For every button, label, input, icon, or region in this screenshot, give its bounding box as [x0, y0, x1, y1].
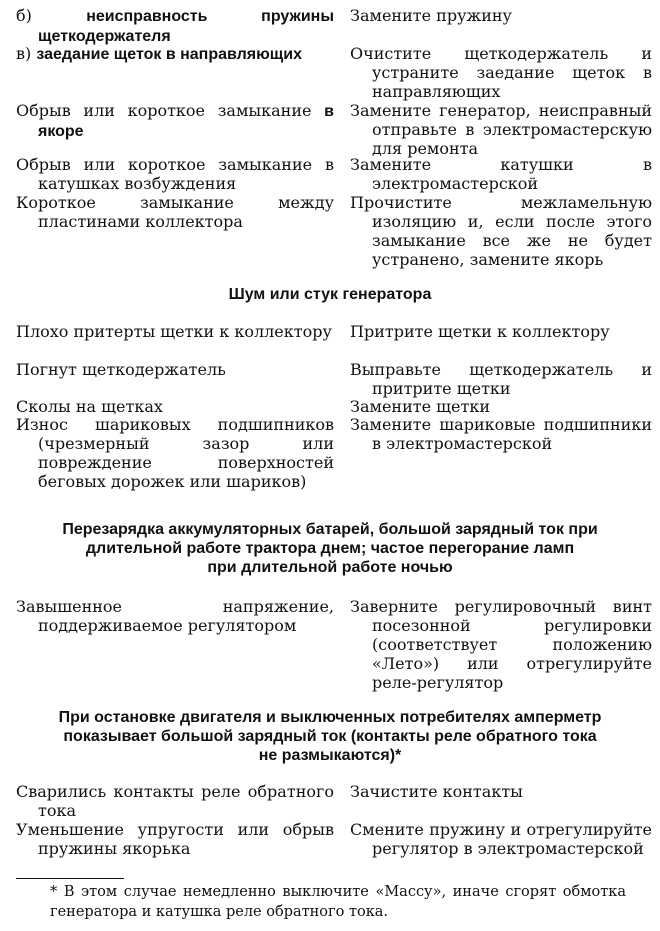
fix-text: Замените шариковые подшипники в электромастерской	[350, 415, 652, 453]
cause-text: Сколы на щетках	[16, 397, 163, 416]
footnote-text: * В этом случае немедленно выключите «Массу», иначе сгорят обмотка генератора и катушка реле обратного тока.	[50, 884, 626, 920]
footnote	[16, 882, 626, 922]
cause-text: Короткое замыкание между пластинами коллектора	[16, 193, 334, 231]
list-marker: б)	[16, 6, 32, 25]
section-heading	[16, 520, 644, 577]
section-heading: Шум или стук генератора	[228, 286, 432, 303]
heading-line: при длительной работе ночью	[207, 559, 453, 576]
fix-text: Заверните регулировочный винт посезонной регулировки (соответствует положению «Лето») или отрегулируйте реле-регулятор	[350, 597, 652, 692]
cause-plain-text: Обрыв или короткое замыкание	[16, 101, 312, 120]
fix-text: Зачистите контакты	[350, 782, 523, 801]
heading-line: Перезарядка аккумуляторных батарей, большой зарядный ток при	[62, 521, 598, 538]
cause-text	[16, 44, 334, 64]
fix-text: Прочистите межламельную изоляцию и, если после этого замыкание все же не будет устранено, замените якорь	[350, 193, 652, 269]
heading-line: При остановке двигателя и выключенных потребителях амперметр	[58, 709, 602, 726]
cause-text: Сварились контакты реле обратного тока	[16, 782, 334, 820]
cause-text: Уменьшение упругости или обрыв пружины якорька	[16, 820, 334, 858]
fix-text: Замените генератор, неисправный отправьте в электромастерскую для ремонта	[350, 101, 652, 158]
cause-bold-text: заедание щеток в направляющих	[36, 46, 303, 63]
footnote-divider	[16, 878, 124, 879]
heading-line: длительной работе трактора днем; частое перегорание ламп	[85, 540, 575, 557]
section-heading	[16, 708, 644, 765]
heading-line: не размыкаются)*	[258, 747, 402, 764]
fix-text: Замените катушки в электромастерской	[350, 155, 652, 193]
fix-text: Смените пружину и отрегулируйте регулятор в электромастерской	[350, 820, 652, 858]
fix-text: Очистите щеткодержатель и устраните заедание щеток в направляющих	[350, 44, 652, 101]
cause-bold-text: неисправность пружины щеткодержателя	[38, 8, 334, 45]
fix-text: Замените щетки	[350, 397, 491, 416]
cause-text	[16, 101, 334, 141]
heading-line: показывает большой зарядный ток (контакты реле обратного тока	[63, 728, 597, 745]
cause-text: Обрыв или короткое замыкание в катушках возбуждения	[16, 155, 334, 193]
cause-text: Плохо притерты щетки к коллектору	[16, 322, 332, 341]
fix-text: Замените пружину	[350, 6, 512, 25]
cause-text: Износ шариковых подшипников (чрезмерный зазор или повреждение поверхностей беговых дорожек или шариков)	[16, 415, 334, 491]
list-marker: в)	[16, 44, 32, 63]
cause-text: Завышенное напряжение, поддерживаемое регулятором	[16, 597, 334, 635]
fix-text: Притрите щетки к коллектору	[350, 322, 610, 341]
cause-text: Погнут щеткодержатель	[16, 360, 226, 379]
cause-text	[16, 6, 334, 46]
cause-bold-text: в якоре	[38, 103, 334, 140]
fix-text: Выправьте щеткодержатель и притрите щетки	[350, 360, 652, 398]
